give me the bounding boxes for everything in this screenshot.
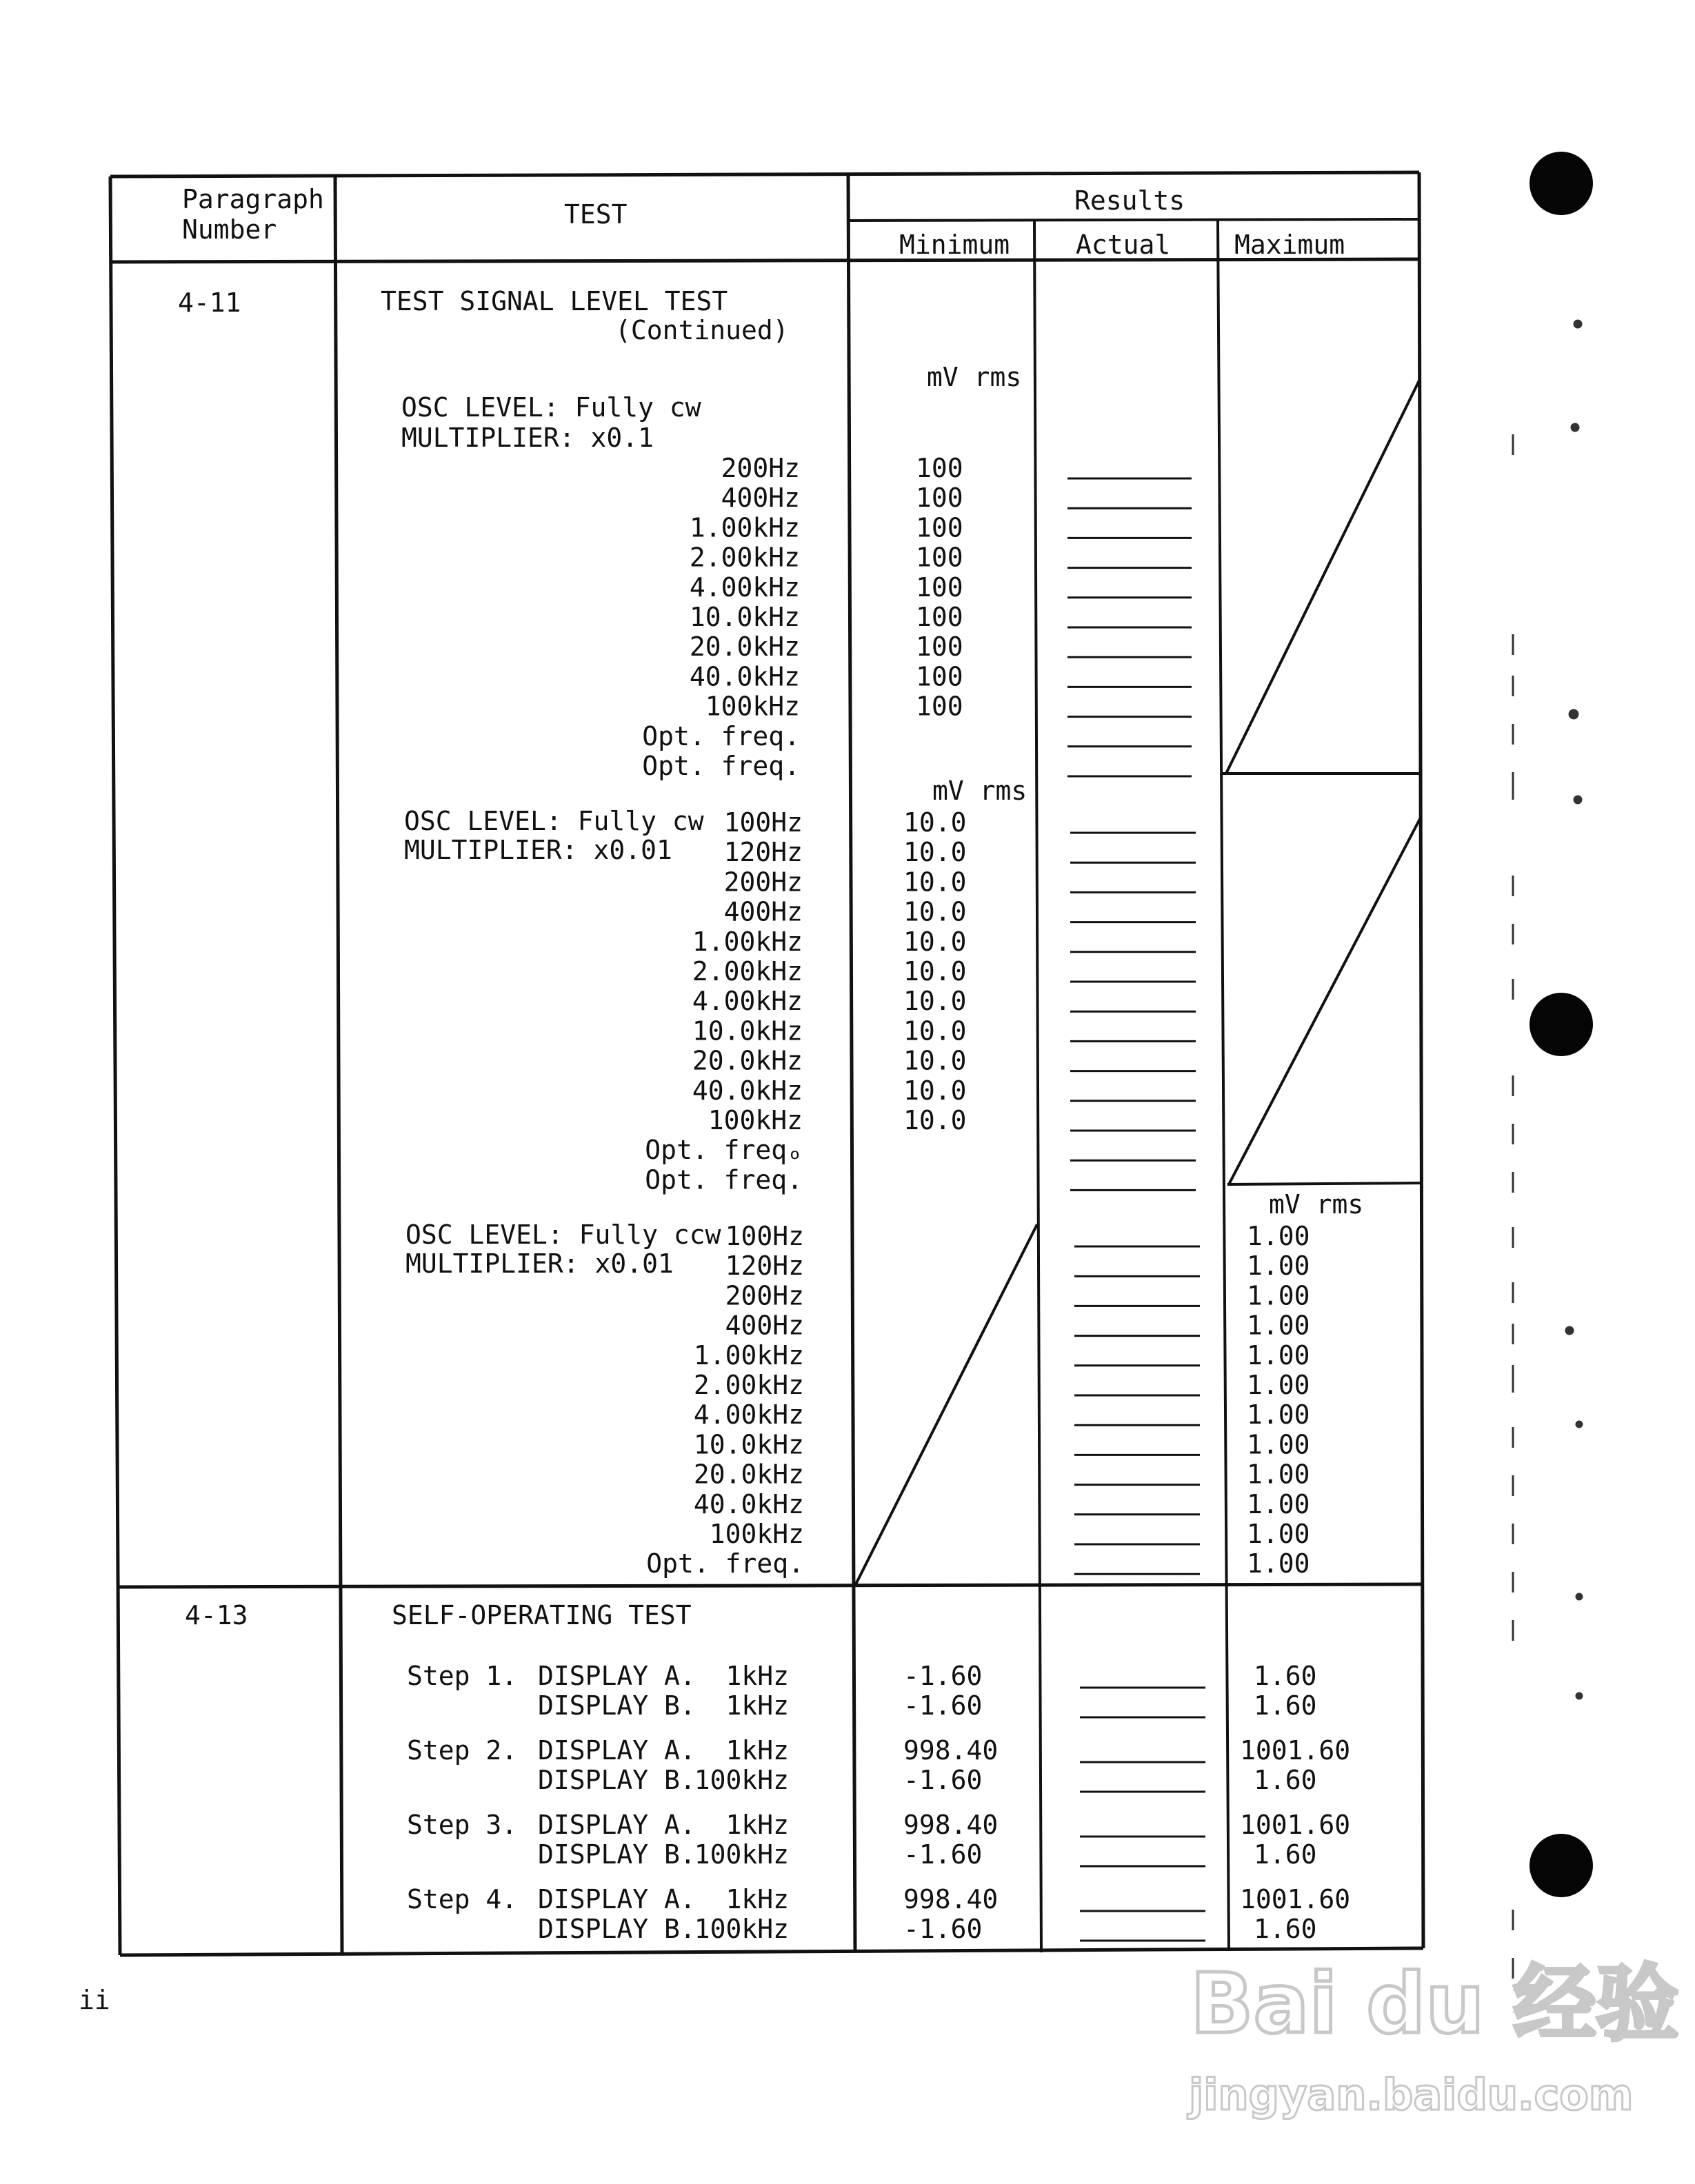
frequency-label: 100kHz — [694, 1765, 789, 1795]
frequency-label: 2.00kHz — [692, 956, 803, 987]
group2-actual-blanks — [1070, 833, 1196, 1190]
maximum-value: 1.00 — [1247, 1221, 1310, 1251]
minimum-value: 10.0 — [903, 896, 967, 927]
frequency-label: 200Hz — [725, 1280, 804, 1311]
display-label: DISPLAY B. — [538, 1914, 696, 1944]
frequency-label: 100kHz — [709, 1519, 804, 1549]
frequency-label: 1.00kHz — [692, 926, 803, 957]
frequency-label: 10.0kHz — [689, 602, 800, 632]
maximum-value: 1.00 — [1247, 1339, 1310, 1371]
frequency-label: 20.0kHz — [693, 1459, 804, 1490]
maximum-value: 1.00 — [1247, 1429, 1310, 1460]
display-label: DISPLAY B. — [538, 1839, 696, 1870]
minimum-value: 10.0 — [903, 1105, 967, 1135]
minimum-header: Minimum — [899, 230, 1010, 260]
paragraph-number: 4-13 — [185, 1600, 248, 1630]
maximum-value: 1.00 — [1247, 1548, 1310, 1579]
paragraph-number: 4-11 — [178, 287, 241, 318]
minimum-value: 10.0 — [903, 986, 967, 1017]
frequency-label: 10.0kHz — [692, 1015, 803, 1046]
maximum-value: 1.60 — [1254, 1690, 1317, 1721]
section-continued: (Continued) — [615, 315, 789, 345]
paragraph-number-header-line1: Paragraph — [182, 184, 324, 214]
frequency-label: 40.0kHz — [692, 1075, 803, 1106]
frequency-label: 100kHz — [694, 1914, 789, 1944]
frequency-label: 4.00kHz — [693, 1399, 804, 1430]
step-label: Step 1. — [407, 1661, 518, 1691]
minimum-value: 100 — [916, 661, 963, 692]
step-label: Step 2. — [407, 1735, 518, 1766]
minimum-value: 10.0 — [903, 807, 967, 838]
frequency-label: 400Hz — [723, 896, 803, 927]
results-header: Results — [1074, 185, 1185, 216]
group3-unit: mV rms — [1269, 1189, 1364, 1220]
minimum-value: 100 — [916, 453, 963, 483]
frequency-label: 4.00kHz — [689, 572, 800, 603]
display-label: DISPLAY B. — [538, 1765, 696, 1795]
frequency-label: 100Hz — [725, 1221, 804, 1251]
minimum-value: -1.60 — [903, 1839, 983, 1870]
group1-frequency-list — [642, 453, 800, 781]
maximum-value: 1.60 — [1254, 1914, 1317, 1944]
minimum-value: 10.0 — [903, 867, 967, 898]
maximum-value: 1.00 — [1247, 1399, 1310, 1430]
maximum-value: 1.00 — [1247, 1310, 1310, 1341]
minimum-value: 100 — [916, 572, 963, 603]
minimum-value: 998.40 — [903, 1735, 999, 1766]
group1-actual-blanks — [1067, 478, 1192, 776]
display-label: DISPLAY A. — [538, 1735, 696, 1766]
binder-hole-top — [1529, 152, 1593, 215]
display-label: DISPLAY A. — [538, 1810, 696, 1840]
binder-hole-middle — [1529, 993, 1593, 1056]
frequency-label: Opt. freqₒ — [645, 1135, 803, 1166]
minimum-value: 10.0 — [903, 1075, 967, 1106]
minimum-value: 998.40 — [903, 1884, 999, 1914]
display-label: DISPLAY A. — [538, 1884, 696, 1914]
frequency-label: 100kHz — [708, 1105, 803, 1135]
baidu-watermark — [1187, 1957, 1678, 2120]
minimum-value: 100 — [916, 602, 963, 632]
maximum-value: 1.60 — [1254, 1661, 1317, 1691]
maximum-value: 1001.60 — [1240, 1735, 1351, 1766]
frequency-label: 1kHz — [725, 1884, 789, 1914]
group2-multiplier: MULTIPLIER: x0.01 — [404, 835, 672, 865]
table-header — [182, 184, 1345, 260]
actual-header: Actual — [1076, 230, 1171, 260]
frequency-label: 400Hz — [725, 1310, 804, 1341]
frequency-label: 120Hz — [723, 837, 803, 868]
frequency-label: 40.0kHz — [689, 661, 800, 692]
maximum-value: 1.60 — [1254, 1839, 1317, 1870]
frequency-label: 1kHz — [725, 1810, 789, 1840]
group3-maximum-list — [1247, 1221, 1310, 1579]
maximum-value: 1.00 — [1247, 1370, 1310, 1400]
frequency-label: 400Hz — [721, 483, 800, 514]
frequency-label: 2.00kHz — [693, 1370, 804, 1400]
frequency-label: 1.00kHz — [693, 1339, 804, 1371]
maximum-header: Maximum — [1234, 230, 1345, 260]
frequency-label: 100Hz — [723, 807, 803, 838]
step-label: Step 4. — [407, 1884, 518, 1914]
frequency-label: 200Hz — [721, 453, 800, 483]
paragraph-number-header-line2: Number — [182, 214, 277, 245]
frequency-label: 40.0kHz — [693, 1488, 804, 1519]
maximum-value: 1001.60 — [1240, 1810, 1351, 1840]
watermark-url: jingyan.baidu.com — [1189, 2070, 1634, 2120]
binder-hole-bottom — [1529, 1834, 1593, 1897]
watermark-logo: Bai du 经验 — [1190, 1957, 1679, 2052]
frequency-label: 120Hz — [725, 1251, 804, 1282]
frequency-label: 1kHz — [725, 1735, 789, 1766]
minimum-value: 998.40 — [903, 1810, 999, 1840]
group2-osc-level: OSC LEVEL: Fully cw — [404, 806, 704, 836]
group1-osc-level: OSC LEVEL: Fully cw — [401, 392, 701, 423]
frequency-label: 1.00kHz — [689, 512, 800, 543]
group2-minimum-list — [903, 807, 967, 1135]
margin-marks — [1513, 321, 1582, 1979]
maximum-value: 1.60 — [1254, 1765, 1317, 1795]
frequency-label: 20.0kHz — [689, 631, 800, 663]
minimum-value: 100 — [916, 512, 963, 543]
minimum-value: 100 — [916, 631, 963, 663]
section-title: TEST SIGNAL LEVEL TEST — [381, 286, 728, 316]
maximum-value: 1.00 — [1247, 1519, 1310, 1549]
display-label: DISPLAY B. — [538, 1690, 696, 1721]
group2-frequency-list — [645, 807, 803, 1195]
frequency-label: 200Hz — [723, 867, 803, 898]
maximum-value: 1.00 — [1247, 1251, 1310, 1282]
frequency-label: Opt. freq. — [645, 1164, 803, 1195]
binder-holes — [1529, 152, 1593, 1897]
maximum-value: 1.00 — [1247, 1280, 1310, 1311]
display-label: DISPLAY A. — [538, 1661, 696, 1691]
section-4-13 — [185, 1600, 1350, 1944]
minimum-value: 100 — [916, 691, 963, 722]
step-label: Step 3. — [407, 1810, 518, 1840]
frequency-label: 1kHz — [725, 1690, 789, 1721]
frequency-label: Opt. freq. — [646, 1548, 804, 1579]
section-4-11 — [178, 286, 1363, 1579]
frequency-label: 1kHz — [725, 1661, 789, 1691]
group2-unit: mV rms — [932, 776, 1027, 806]
minimum-value: 10.0 — [903, 1045, 967, 1076]
frequency-label: 100kHz — [705, 691, 800, 722]
self-operating-steps — [407, 1661, 1350, 1944]
frequency-label: 20.0kHz — [692, 1045, 803, 1076]
page-number: ii — [79, 1985, 110, 2015]
maximum-value: 1.00 — [1247, 1488, 1310, 1519]
group3-osc-level: OSC LEVEL: Fully ccw — [405, 1220, 721, 1250]
minimum-value: -1.60 — [903, 1690, 983, 1721]
minimum-value: 10.0 — [903, 1015, 967, 1046]
maximum-value: 1.00 — [1247, 1459, 1310, 1490]
minimum-value: -1.60 — [903, 1914, 983, 1944]
test-header: TEST — [564, 199, 628, 230]
maximum-value: 1001.60 — [1240, 1884, 1351, 1914]
frequency-label: 10.0kHz — [693, 1429, 804, 1460]
group3-multiplier: MULTIPLIER: x0.01 — [405, 1248, 674, 1279]
section-title: SELF-OPERATING TEST — [392, 1600, 692, 1630]
minimum-value: -1.60 — [903, 1661, 983, 1691]
minimum-value: 100 — [916, 542, 963, 573]
frequency-label: 2.00kHz — [689, 542, 800, 573]
group3-actual-blanks — [1074, 1246, 1200, 1574]
minimum-value: 10.0 — [903, 926, 967, 957]
group1-multiplier: MULTIPLIER: x0.1 — [401, 423, 654, 453]
minimum-value: 10.0 — [903, 837, 967, 868]
frequency-label: Opt. freq. — [642, 720, 800, 751]
minimum-value: 100 — [916, 483, 963, 514]
minimum-value: -1.60 — [903, 1765, 983, 1795]
group1-minimum-list — [916, 453, 963, 722]
frequency-label: 4.00kHz — [692, 986, 803, 1017]
minimum-value: 10.0 — [903, 956, 967, 987]
group1-unit: mV rms — [927, 362, 1022, 392]
frequency-label: 100kHz — [694, 1839, 789, 1870]
frequency-label: Opt. freq. — [642, 751, 800, 781]
